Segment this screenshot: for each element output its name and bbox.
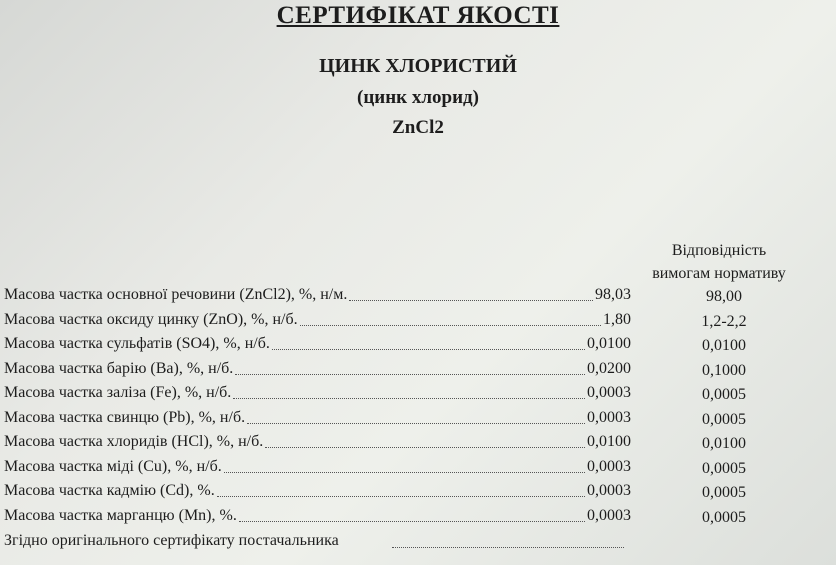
product-alt-name: (цинк хлорид) <box>357 87 479 108</box>
row-value: 0,0100 <box>587 335 631 352</box>
table-row <box>4 504 824 529</box>
row-label: Масова частка барію (Ba), %, н/б. <box>4 359 234 377</box>
table-row <box>4 357 824 382</box>
row-label: Масова частка заліза (Fe), %, н/б. <box>4 384 232 401</box>
table-row <box>4 381 824 406</box>
dotted-leader <box>239 521 585 522</box>
row-value: 0,0003 <box>587 384 631 401</box>
table-row <box>4 455 824 480</box>
footer-note: Згідно оригінального сертифікату постачальника <box>4 532 339 549</box>
dotted-leader <box>217 496 585 497</box>
row-label: Масова частка основної речовини (ZnCl2), %, н/м. <box>4 286 348 303</box>
table-row <box>4 406 824 431</box>
row-value: 0,0003 <box>587 457 631 475</box>
dotted-leader <box>349 300 593 301</box>
row-label: Масова частка оксиду цинку (ZnO), %, н/б. <box>4 310 298 328</box>
row-norm: 98,00 <box>706 288 742 305</box>
product-name: ЦИНК ХЛОРИСТИЙ <box>319 55 517 77</box>
row-label: Масова частка свинцю (Pb), %, н/б. <box>4 408 246 426</box>
dotted-leader <box>272 349 585 350</box>
row-norm: 0,0100 <box>702 337 746 354</box>
row-norm: 0,0100 <box>702 435 746 452</box>
certificate-title: СЕРТИФІКАТ ЯКОСТІ <box>276 2 560 29</box>
dotted-leader <box>224 472 585 473</box>
row-norm: 0,0005 <box>702 508 746 526</box>
row-value: 98,03 <box>595 286 631 303</box>
table-row <box>4 332 824 357</box>
row-norm: 0,0005 <box>702 386 746 403</box>
row-norm: 0,0005 <box>702 484 746 501</box>
specification-table <box>4 283 824 528</box>
dotted-leader <box>265 447 585 448</box>
row-label: Масова частка марганцю (Mn), %. <box>4 506 237 524</box>
row-norm: 0,0005 <box>702 410 746 428</box>
table-row <box>4 430 824 455</box>
dotted-leader <box>300 325 601 326</box>
row-value: 0,0003 <box>587 506 631 524</box>
table-row <box>4 283 824 308</box>
row-norm: 1,2-2,2 <box>701 312 747 330</box>
row-value: 0,0200 <box>587 359 631 377</box>
row-norm: 0,1000 <box>702 361 746 379</box>
row-norm: 0,0005 <box>702 459 746 477</box>
requirements-header-line1: Відповідність <box>671 242 767 259</box>
requirements-header-line2: вимогам нормативу <box>652 265 786 282</box>
dotted-leader <box>247 423 585 424</box>
dotted-leader <box>235 374 585 375</box>
row-label: Масова частка сульфатів (SO4), %, н/б. <box>4 335 270 352</box>
row-label: Масова частка кадмію (Cd), %. <box>4 482 215 499</box>
row-value: 0,0003 <box>587 482 631 499</box>
product-formula: ZnCl2 <box>392 117 444 138</box>
dotted-leader <box>233 398 585 399</box>
row-value: 0,0003 <box>587 408 631 426</box>
row-label: Масова частка міді (Cu), %, н/б. <box>4 457 222 475</box>
footer-dotted-leader <box>392 547 624 548</box>
table-row <box>4 479 824 504</box>
table-row <box>4 308 824 333</box>
row-label: Масова частка хлоридів (HCl), %, н/б. <box>4 433 264 450</box>
row-value: 1,80 <box>603 310 631 328</box>
row-value: 0,0100 <box>587 433 631 450</box>
